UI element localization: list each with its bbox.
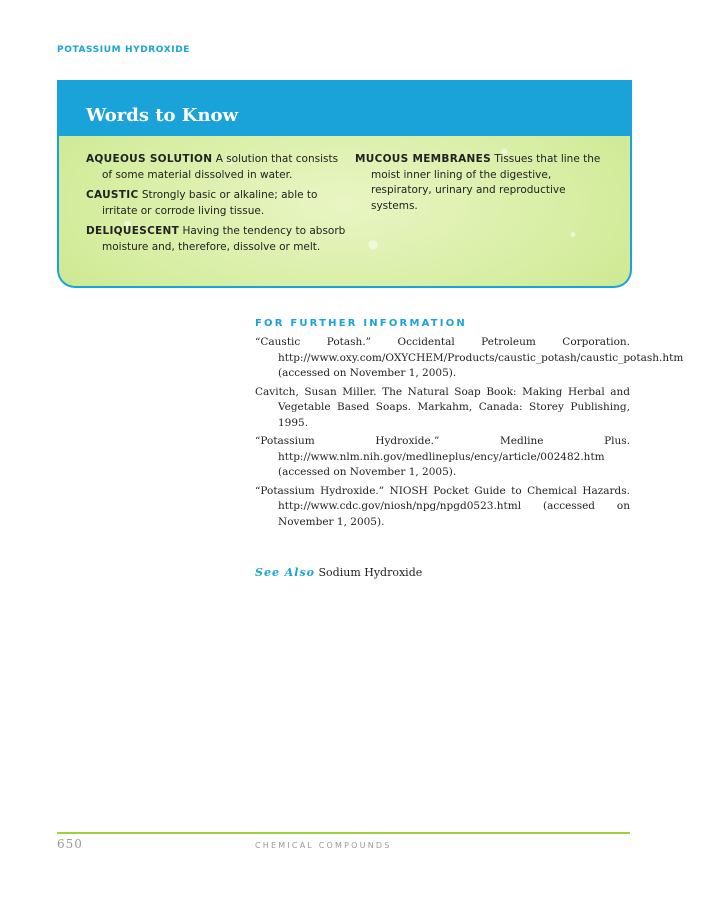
reference-entry: “Potassium Hydroxide.” NIOSH Pocket Guide to Chemical Hazards. http://www.cdc.gov/niosh/npg/npgd0523.html (accessed on November 1, 2005).	[255, 484, 630, 528]
see-also	[255, 566, 422, 579]
term-entry	[355, 152, 605, 214]
words-to-know-left-column	[86, 152, 348, 260]
term-word: CAUSTIC	[86, 189, 139, 201]
running-head: POTASSIUM HYDROXIDE	[57, 45, 191, 55]
footer-book-title: CHEMICAL COMPOUNDS	[255, 841, 392, 850]
term-word: DELIQUESCENT	[86, 225, 180, 237]
term-definition: Strongly basic or alkaline; able to irritate or corrode living tissue.	[102, 189, 318, 217]
reference-entry: Cavitch, Susan Miller. The Natural Soap Book: Making Herbal and Vegetable Based Soaps. Markahm, Canada: Storey Publishing, 1995.	[255, 385, 630, 429]
further-information-section	[255, 318, 684, 533]
term-entry	[86, 188, 348, 219]
term-definition: A solution that consists of some material dissolved in water.	[102, 153, 339, 181]
page-number: 650	[57, 837, 83, 851]
term-word: AQUEOUS SOLUTION	[86, 153, 213, 165]
reference-entry: “Caustic Potash.” Occidental Petroleum Corporation. http://www.oxy.com/OXYCHEM/Products/caustic_potash/caustic_potash.htm (accessed on November 1, 2005).	[255, 336, 684, 379]
words-to-know-box	[57, 80, 632, 288]
footer-rule	[57, 832, 630, 834]
term-entry	[86, 152, 348, 183]
term-entry	[86, 224, 348, 255]
see-also-link[interactable]: Sodium Hydroxide	[318, 566, 423, 579]
words-to-know-right-column	[355, 152, 605, 219]
further-information-heading: FOR FURTHER INFORMATION	[255, 318, 467, 329]
term-definition: Having the tendency to absorb moisture and, therefore, dissolve or melt.	[102, 225, 346, 253]
term-word: MUCOUS MEMBRANES	[355, 153, 491, 165]
words-to-know-title: Words to Know	[86, 105, 239, 126]
see-also-label: See Also	[255, 566, 316, 579]
reference-entry: “Potassium Hydroxide.” Medline Plus. http://www.nlm.nih.gov/medlineplus/ency/article/002482.htm (accessed on November 1, 2005).	[255, 435, 630, 478]
term-definition: Tissues that line the moist inner lining of the digestive, respiratory, urinary and reproductive systems.	[371, 153, 601, 212]
